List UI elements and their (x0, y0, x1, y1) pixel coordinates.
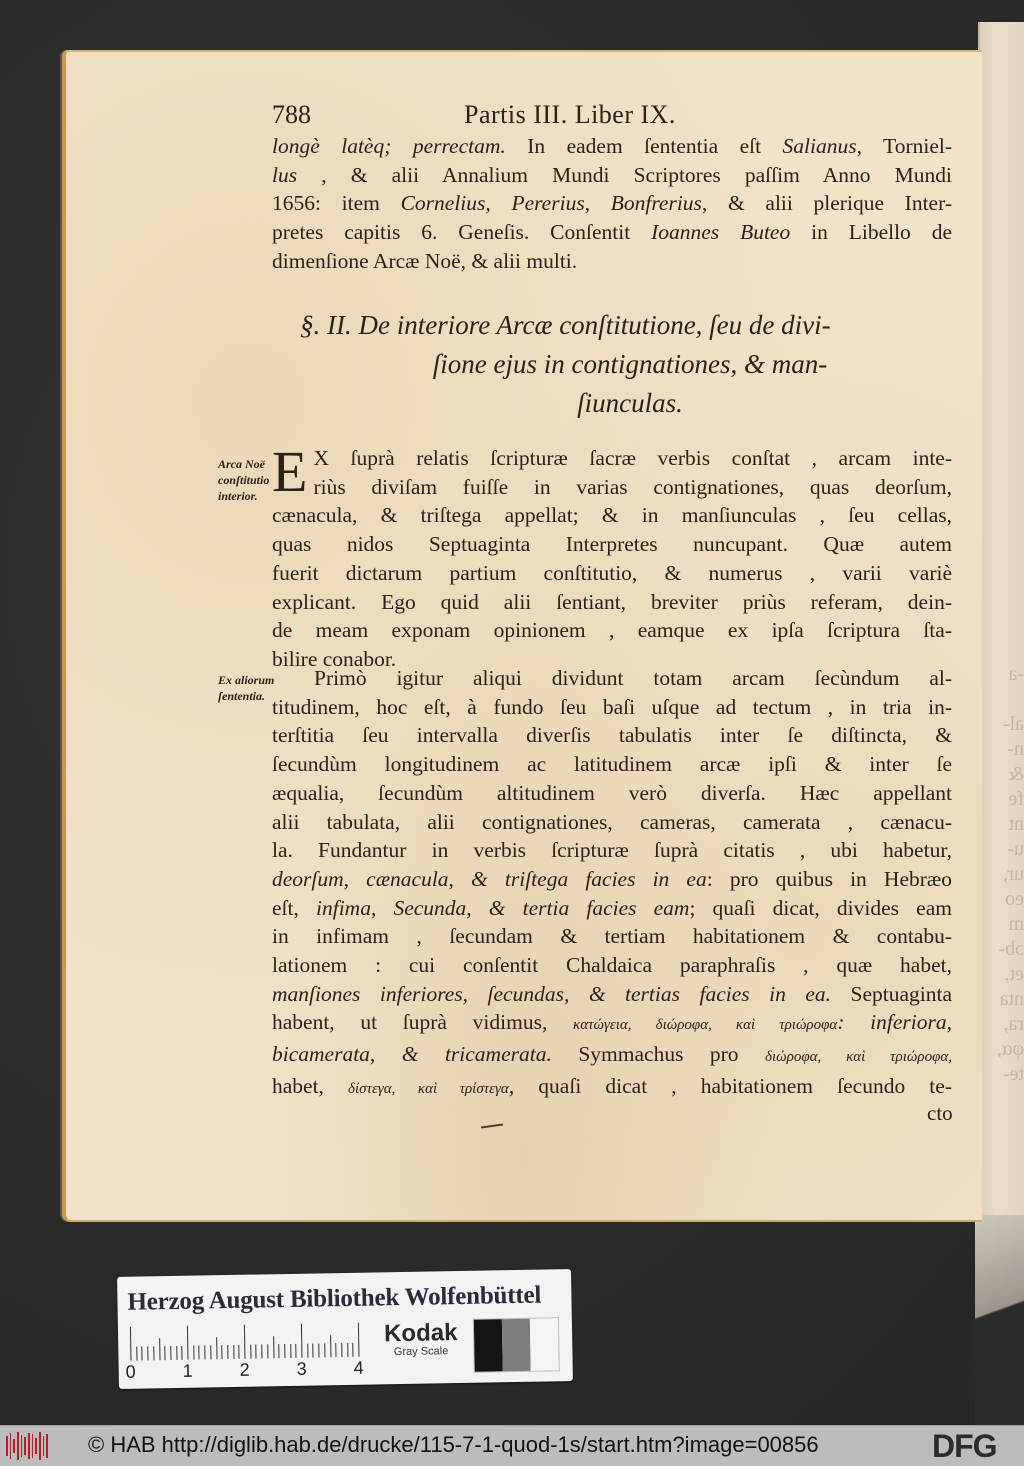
running-head-title: Partis III. Liber IX. (464, 100, 676, 129)
ruler-tick (250, 1345, 251, 1359)
ruler-tick (261, 1344, 262, 1358)
text-line: in infimam , ſecundam & tertiam habitationem & contabu- (272, 924, 952, 949)
ruler-tick (147, 1346, 148, 1360)
dfg-logo: DFG (932, 1428, 997, 1464)
margin-note: Ex aliorum ſententia. (218, 673, 275, 703)
ruler-tick (313, 1344, 314, 1358)
ruler-label: 3 (296, 1358, 307, 1379)
ruler-tick (273, 1336, 274, 1358)
ruler-tick (159, 1338, 160, 1360)
paragraph-intro (272, 439, 952, 674)
ruler-tick (164, 1346, 165, 1360)
ruler-tick (182, 1346, 183, 1360)
ruler-tick (353, 1343, 354, 1357)
text-line: riùs diviſam fuiſſe in varias contignationes, quas deorſum, (313, 474, 952, 499)
paragraph-others-opinion (272, 664, 952, 1104)
gray-swatch (530, 1318, 559, 1370)
greek-text: δίστεγα, καὶ τρίστεγα (348, 1080, 509, 1097)
text-line: habent, ut ſuprà vidimus, κατώγεια, διώροφα, καὶ τριώροφα: inferiora, (272, 1010, 952, 1035)
text-line: fuerit dictarum partium conſtitutio, & numerus , varii variè (272, 560, 952, 585)
kodak-label (384, 1321, 458, 1358)
heading-line: ſiunculas. (577, 388, 683, 418)
drop-cap: E (272, 439, 308, 504)
text-line: explicant. Ego quid alii ſentiant, breviter priùs referam, dein- (272, 589, 952, 614)
text-line: terſtitia ſeu intervalla diverſis tabulatis inter ſe diſtincta, & (272, 723, 952, 748)
ruler-tick (204, 1345, 205, 1359)
ruler-label: 0 (125, 1361, 136, 1382)
text-line: quas nidos Septuaginta Interpretes nuncupant. Quæ autem (272, 532, 952, 557)
page-number: 788 (272, 100, 311, 129)
ruler-tick (176, 1346, 177, 1360)
ruler-tick (244, 1325, 246, 1359)
ruler-tick (296, 1344, 297, 1358)
ruler-tick (341, 1343, 342, 1357)
ruler-tick (187, 1326, 189, 1360)
text-line: dimenſione Arcæ Noë, & alii multi. (272, 248, 578, 273)
ruler-tick (358, 1323, 360, 1357)
ruler-tick (193, 1346, 194, 1360)
greek-text: διώροφα, καὶ τριώροφα, (765, 1049, 953, 1066)
ruler-tick (233, 1345, 234, 1359)
kodak-subtitle: Gray Scale (393, 1345, 449, 1359)
text-line: ſecundùm longitudinem ac latitudinem arcæ ipſi & inter ſe (272, 752, 952, 777)
text-line: manſiones inferiores, ſecundas, & tertias facies in ea. Septuaginta (272, 981, 952, 1006)
ruler-tick (347, 1343, 348, 1357)
ruler-label: 2 (239, 1359, 250, 1380)
library-name: Herzog August Bibliothek Wolfenbüttel (127, 1281, 542, 1316)
facing-page-edge (978, 22, 1024, 1217)
paragraph-continuation (272, 132, 952, 276)
ruler-label: 4 (353, 1357, 364, 1378)
footer-bar (0, 1425, 1024, 1466)
book-cover-corner (975, 1215, 1024, 1425)
ruler-tick (170, 1346, 171, 1360)
ruler-tick (210, 1345, 211, 1359)
text-line: lationem : cui conſentit Chaldaica paraphraſis , quæ habet, (272, 953, 952, 978)
ruler-tick (278, 1344, 279, 1358)
color-calibration-target (117, 1269, 573, 1389)
ruler-tick (335, 1343, 336, 1357)
ruler-tick (256, 1345, 257, 1359)
ruler-tick (153, 1346, 154, 1360)
text-line: bicamerata, & tricamerata. Symmachus pro διώροφα, καὶ τριώροφα, (272, 1042, 953, 1067)
ruler-tick (239, 1345, 240, 1359)
ruler-tick (227, 1345, 228, 1359)
ruler-tick (267, 1344, 268, 1358)
running-header (272, 100, 752, 136)
ruler-tick (136, 1347, 137, 1361)
ruler-tick (307, 1344, 308, 1358)
text-line: eſt, infima, Secunda, & tertia facies eam; quaſi dicat, divides eam (272, 895, 952, 920)
ruler (125, 1323, 367, 1383)
text-line: 1656: item Cornelius, Pererius, Bonfrerius, & alii plerique Inter- (272, 191, 952, 216)
ruler-tick (221, 1345, 222, 1359)
ruler-tick (330, 1335, 331, 1357)
heading-line: §. II. De interiore Arcæ conſtitutione, ſeu de divi- (300, 310, 831, 340)
greek-text: κατώγεια, διώροφα, καὶ τριώροφα (573, 1017, 838, 1034)
ruler-tick (324, 1343, 325, 1357)
gray-swatch (474, 1319, 503, 1371)
catchword: cto (927, 1101, 953, 1125)
ruler-tick (290, 1344, 291, 1358)
text-line: alii tabulata, alii contignationes, cameras, camerata , cænacu- (272, 809, 952, 834)
text-line: cænacula, & triſtega appellat; & in manſiunculas , ſeu cellas, (272, 503, 952, 528)
text-line: de meam exponam opinionem , eamque ex ipſa ſcriptura ſta- (272, 618, 952, 643)
text-line: Primò igitur aliqui dividunt totam arcam ſecùndum al- (314, 666, 952, 690)
ruler-tick (284, 1344, 285, 1358)
text-line: bilire conabor. (272, 646, 397, 671)
ruler-tick (318, 1343, 319, 1357)
section-heading (300, 306, 960, 423)
text-line: titudinem, hoc eſt, à fundo ſeu baſi uſque ad tectum , in tria in- (272, 694, 952, 719)
text-line: lus , & alii Annalium Mundi Scriptores paſſim Anno Mundi (272, 162, 952, 187)
ruler-label: 1 (182, 1360, 193, 1381)
text-line: pretes capitis 6. Geneſis. Conſentit Ioannes Buteo in Libello de (272, 220, 952, 245)
gray-swatch (502, 1319, 531, 1371)
facing-page-bleed-text: -a al- n- & fe nt u- ur, eo m ɔb- et, nta ra, φα, te- (996, 663, 1024, 1085)
ruler-tick (301, 1324, 303, 1358)
text-line: X ſuprà relatis ſcripturæ ſacræ verbis conſtat , arcam inte- (313, 446, 952, 470)
ruler-tick (142, 1347, 143, 1361)
text-line: la. Fundantur in verbis ſcripturæ ſuprà citatis , ubi habetur, (272, 838, 952, 863)
text-line: habet, δίστεγα, καὶ τρίστεγα, quaſi dicat , habitationem ſecundo te- (272, 1073, 952, 1098)
ruler-tick (216, 1337, 217, 1359)
heading-line: ſione ejus in contignationes, & man- (432, 349, 828, 379)
hab-logo-icon (6, 1432, 48, 1460)
text-line: æqualia, ſecundùm altitudinem verò diverſa. Hæc appellant (272, 780, 952, 805)
margin-note: Arca Noë conſtitutio interior. (218, 457, 270, 503)
ruler-tick (130, 1327, 132, 1361)
kodak-brand: Kodak (383, 1319, 458, 1348)
text-line: deorſum, cænacula, & triſtega facies in ea: pro quibus in Hebræo (272, 866, 952, 891)
copyright-url: © HAB http://diglib.hab.de/drucke/115-7-1-quod-1s/start.htm?image=00856 (88, 1432, 819, 1457)
text-line: longè latèq; perrectam. In eadem ſententia eſt Salianus, Torniel- (272, 134, 953, 158)
gray-scale-swatches (473, 1317, 560, 1372)
ruler-tick (199, 1346, 200, 1360)
